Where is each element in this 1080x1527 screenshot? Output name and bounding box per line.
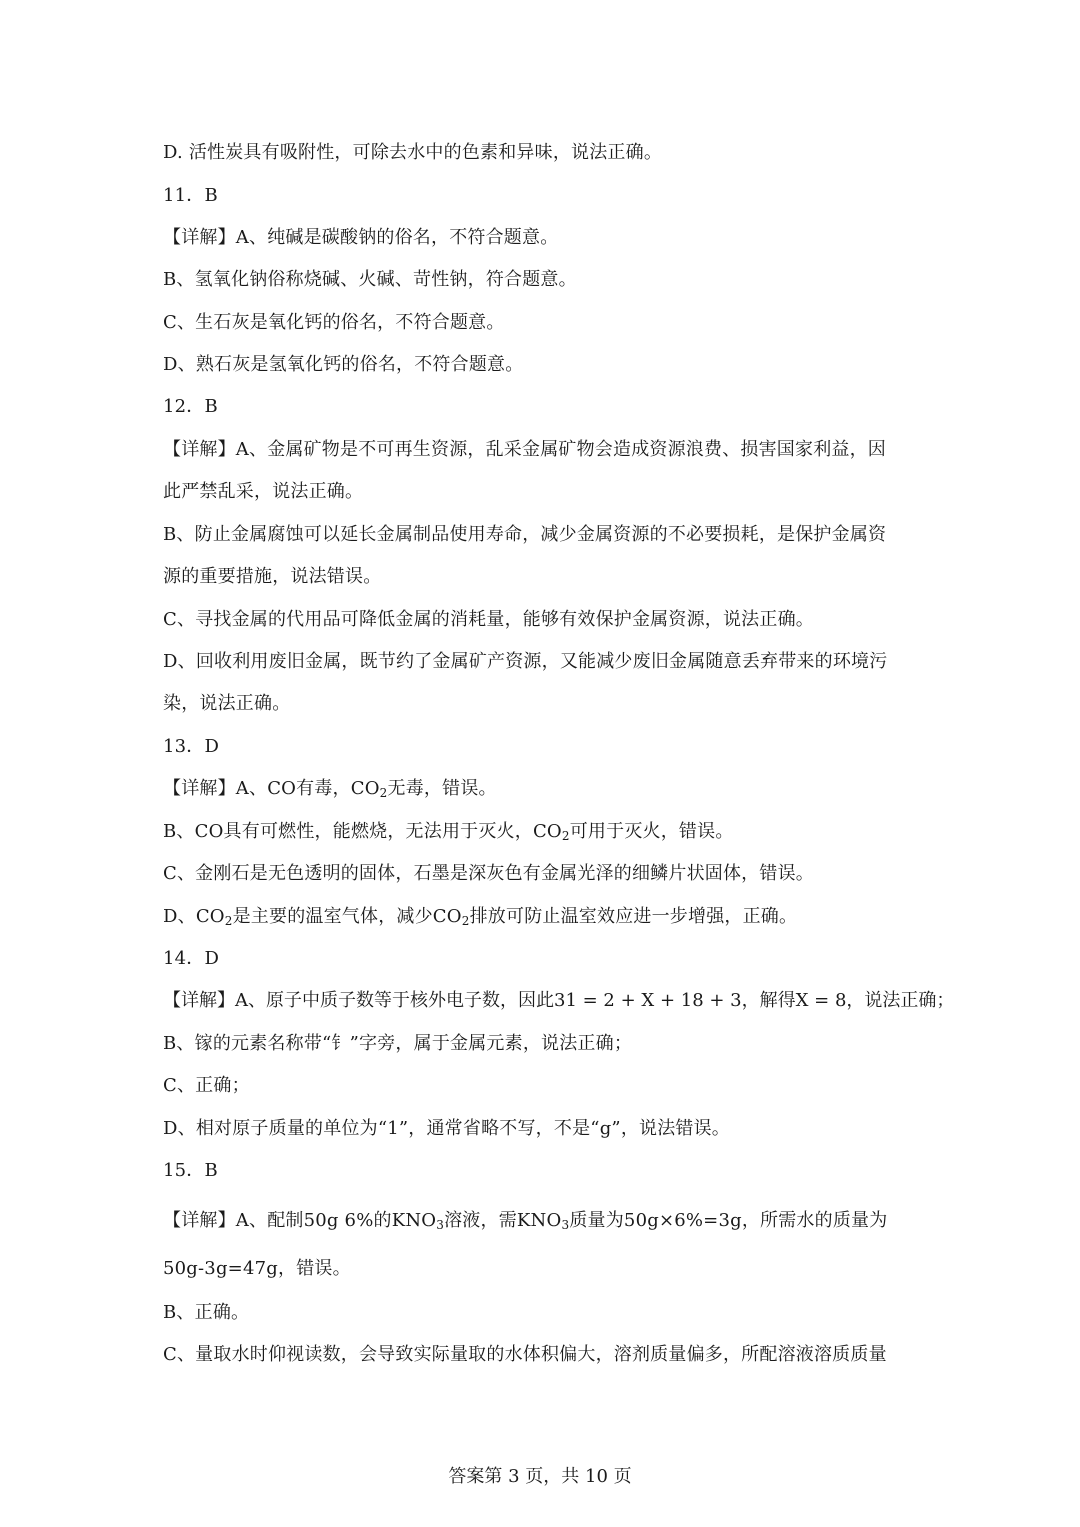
text-segment: 无毒，错误。	[387, 778, 497, 799]
text-segment: B、CO具有可燃性，能燃烧，无法用于灭火，CO	[163, 821, 562, 842]
text-line: D、熟石灰是氢氧化钙的俗名，不符合题意。	[163, 354, 524, 375]
page-footer: 答案第 3 页，共 10 页	[448, 1466, 632, 1487]
text-line: 50g-3g=47g，错误。	[163, 1258, 351, 1279]
text-line: C、金刚石是无色透明的固体，石墨是深灰色有金属光泽的细鳞片状固体，错误。	[163, 863, 814, 884]
text-line: C、正确；	[163, 1075, 250, 1096]
text-segment: 质量为50g×6%=3g，所需水的质量为	[569, 1210, 888, 1231]
text-line	[163, 905, 923, 929]
text-segment: D、CO	[163, 906, 225, 927]
text-segment: 溶液，需KNO	[444, 1210, 562, 1231]
text-line: B、氢氧化钠俗称烧碱、火碱、苛性钠，符合题意。	[163, 269, 577, 290]
subscript: 3	[436, 1218, 445, 1232]
text-line: D、回收利用废旧金属，既节约了金属矿产资源，又能减少废旧金属随意丢弃带来的环境污	[163, 651, 888, 672]
question-13-answer: 13．D	[163, 736, 220, 757]
text-line: C、寻找金属的代用品可降低金属的消耗量，能够有效保护金属资源，说法正确。	[163, 609, 814, 630]
text-segment: 【详解】A、配制50g 6%的KNO	[163, 1210, 437, 1231]
text-line: 【详解】A、纯碱是碳酸钠的俗名，不符合题意。	[163, 227, 559, 248]
text-line: 【详解】A、原子中质子数等于核外电子数，因此31 = 2 + X + 18 + 3，解得X = 8，说法正确；	[163, 990, 955, 1011]
subscript: 2	[379, 786, 388, 800]
text-line: 染，说法正确。	[163, 693, 291, 714]
text-line: C、生石灰是氧化钙的俗名，不符合题意。	[163, 312, 505, 333]
question-15-answer: 15．B	[163, 1160, 218, 1181]
question-11-answer: 11．B	[163, 185, 218, 206]
text-line	[163, 777, 923, 801]
text-segment: 可用于灭火，错误。	[569, 821, 734, 842]
text-line	[163, 1209, 923, 1233]
subscript: 2	[461, 914, 470, 928]
text-line: 【详解】A、金属矿物是不可再生资源，乱采金属矿物会造成资源浪费、损害国家利益，因	[163, 439, 886, 460]
text-line: 源的重要措施，说法错误。	[163, 566, 382, 587]
text-line: 此严禁乱采，说法正确。	[163, 481, 364, 502]
text-line: B、镓的元素名称带“钅”字旁，属于金属元素，说法正确；	[163, 1033, 633, 1054]
text-line: B、正确。	[163, 1302, 250, 1323]
subscript: 3	[561, 1218, 570, 1232]
text-segment: 是主要的温室气体，减少CO	[232, 906, 462, 927]
text-line: D、相对原子质量的单位为“1”，通常省略不写，不是“g”，说法错误。	[163, 1118, 731, 1139]
text-line: D. 活性炭具有吸附性，可除去水中的色素和异味，说法正确。	[163, 142, 663, 163]
question-14-answer: 14．D	[163, 948, 220, 969]
text-segment: 排放可防止温室效应进一步增强，正确。	[469, 906, 798, 927]
text-line	[163, 820, 923, 844]
text-segment: 【详解】A、CO有毒，CO	[163, 778, 380, 799]
subscript: 2	[561, 829, 570, 843]
text-line: C、量取水时仰视读数，会导致实际量取的水体积偏大，溶剂质量偏多，所配溶液溶质质量	[163, 1344, 887, 1365]
subscript: 2	[224, 914, 233, 928]
text-line: B、防止金属腐蚀可以延长金属制品使用寿命，减少金属资源的不必要损耗，是保护金属资	[163, 524, 887, 545]
question-12-answer: 12．B	[163, 396, 218, 417]
